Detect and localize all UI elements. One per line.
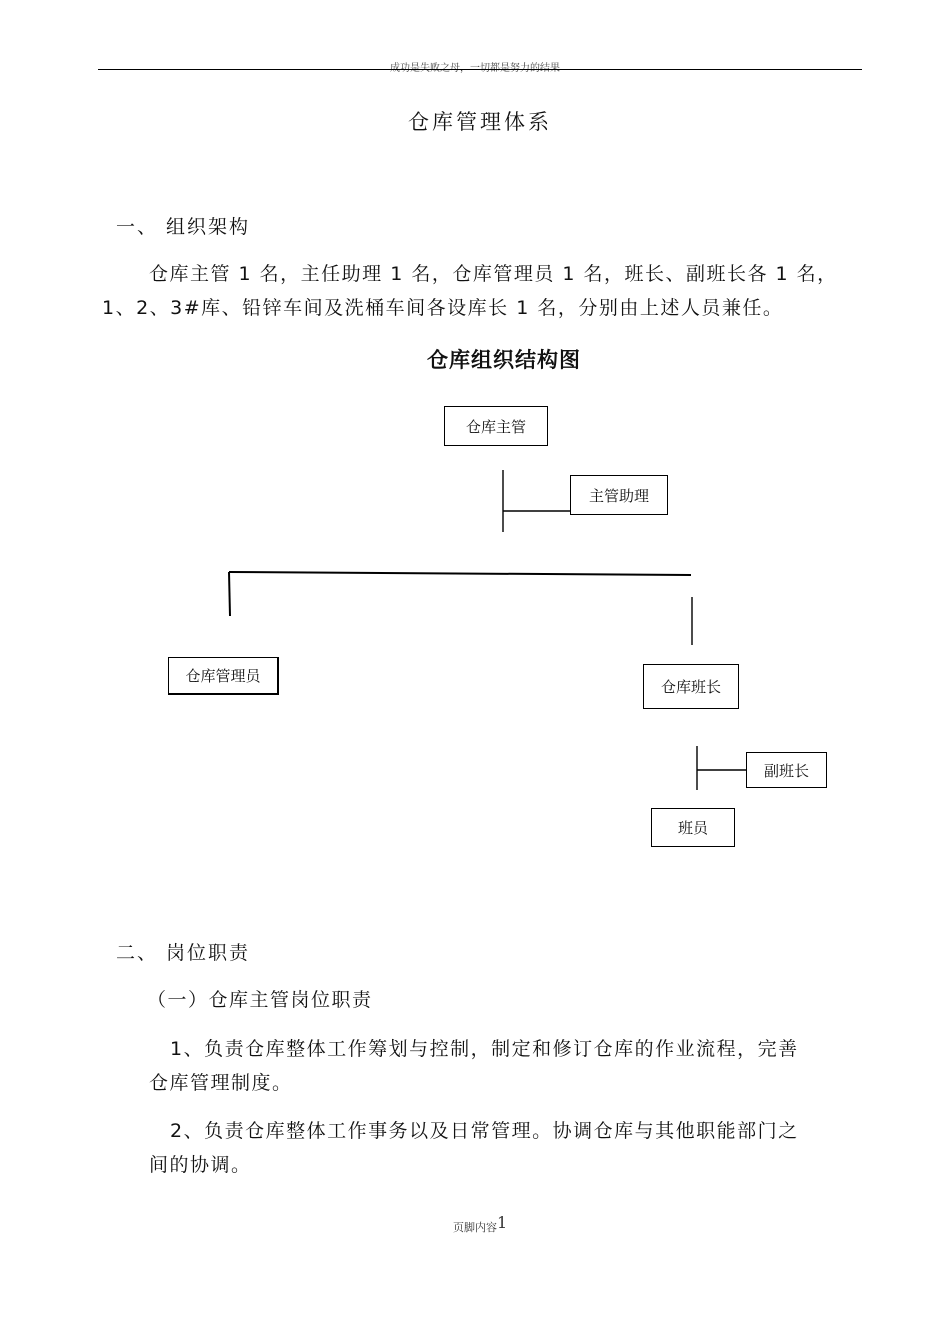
section-heading-org: 一、 组织架构: [116, 216, 251, 238]
duty-item-2-line-1: 2、负责仓库整体工作事务以及日常管理。协调仓库与其他职能部门之: [170, 1120, 799, 1142]
org-paragraph-line-2: 1、2、3#库、铅锌车间及洗桶车间各设库长 1 名，分别由上述人员兼任。: [102, 297, 784, 319]
org-box-keeper: 仓库管理员: [168, 657, 279, 695]
org-box-deputy-leader: 副班长: [746, 752, 827, 788]
page-header-text: 成功是失败之母，一切都是努力的结果: [390, 63, 560, 74]
duties-subheading: （一）仓库主管岗位职责: [147, 989, 373, 1011]
page-footer: [453, 1213, 507, 1235]
duty-item-2-line-2: 间的协调。: [149, 1154, 252, 1176]
document-title: 仓库管理体系: [408, 110, 552, 134]
duty-item-1-line-2: 仓库管理制度。: [149, 1072, 293, 1094]
org-box-team-leader: 仓库班长: [643, 664, 739, 709]
section-heading-duties: 二、 岗位职责: [116, 942, 251, 964]
org-box-supervisor: 仓库主管: [444, 406, 548, 446]
duty-item-1-line-1: 1、负责仓库整体工作筹划与控制，制定和修订仓库的作业流程，完善: [170, 1038, 799, 1060]
page-number: 1: [497, 1213, 508, 1232]
org-paragraph-line-1: 仓库主管 1 名，主任助理 1 名，仓库管理员 1 名，班长、副班长各 1 名，: [149, 263, 838, 285]
org-box-member: 班员: [651, 808, 735, 847]
org-box-assistant: 主管助理: [570, 475, 668, 515]
top-horizontal-line: [229, 572, 691, 575]
footer-label: 页脚内容: [453, 1221, 497, 1234]
org-chart-title: 仓库组织结构图: [427, 348, 581, 372]
left-drop-line: [229, 572, 230, 616]
